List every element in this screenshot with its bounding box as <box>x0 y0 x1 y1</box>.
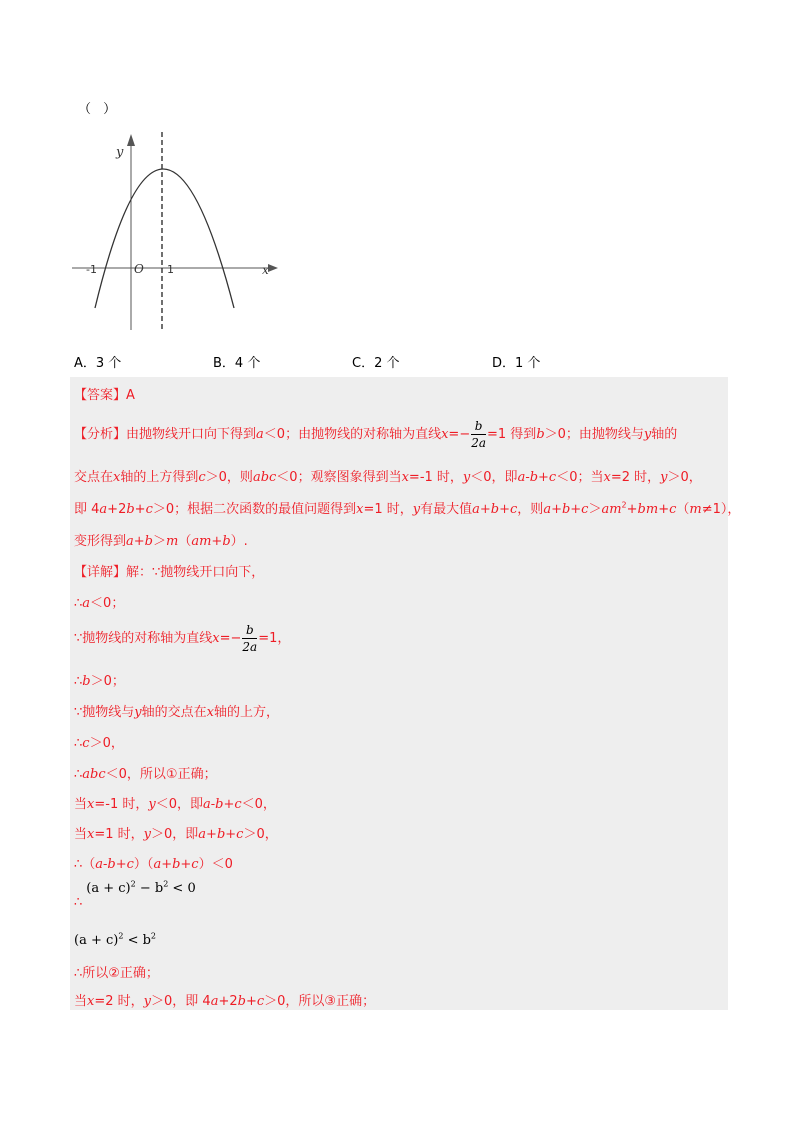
detail-line-6: ∴c＞0， <box>74 736 124 751</box>
parabola-graph <box>70 130 285 335</box>
detail-line-2: ∴a＜0； <box>74 596 125 611</box>
option-b: B．4 个 <box>213 356 261 371</box>
x-axis-arrow <box>268 264 278 272</box>
option-c: C．2 个 <box>352 356 400 371</box>
detail-line-1: 【详解】解：∵抛物线开口向下， <box>74 565 265 580</box>
tick-label-1: 1 <box>167 263 174 276</box>
analysis-line-2: 交点在x轴的上方得到c＞0，则abc＜0；观察图象得到当x=-1 时，y＜0，即a-b+c＜0；当x=2 时，y＞0， <box>74 470 702 485</box>
y-axis-arrow <box>127 134 135 146</box>
detail-line-12: $(a + c)^2 < b^2$ <box>74 932 157 949</box>
x-label: x <box>262 263 269 277</box>
tick-label-neg1: -1 <box>86 263 97 276</box>
origin-label: O <box>134 262 144 276</box>
answer-line: 【答案】A <box>74 388 135 403</box>
detail-line-10: ∴（a-b+c）（a+b+c）＜0 <box>74 857 233 872</box>
option-d: D．1 个 <box>492 356 541 371</box>
detail-line-13: ∴所以②正确； <box>74 966 159 981</box>
detail-line-7: ∴abc＜0，所以①正确； <box>74 767 217 782</box>
detail-line-3: ∵抛物线的对称轴为直线x=− $\frac{b}{2a}$ =1， <box>74 623 291 654</box>
parabola-curve <box>95 169 234 308</box>
y-label: y <box>116 145 124 160</box>
fraction-b-over-2a-detail: $\frac{b}{2a}$ <box>242 623 258 654</box>
analysis-line-4: 变形得到a+b＞m（am+b）. <box>74 534 248 549</box>
detail-line-4: ∴b＞0； <box>74 674 125 689</box>
option-a: A．3 个 <box>74 356 122 371</box>
fraction-b-over-2a: $\frac{b}{2a}$ <box>471 419 487 450</box>
detail-line-14: 当x=2 时，y＞0，即 4a+2b+c＞0，所以③正确； <box>74 994 376 1009</box>
analysis-line-3: 即 4a+2b+c＞0；根据二次函数的最值问题得到x=1 时，y有最大值a+b+c，则$a+b+c>am^2+bm+c(m\ne 1)$， <box>74 500 741 517</box>
detail-line-9: 当x=1 时，y＞0，即a+b+c＞0， <box>74 827 278 842</box>
detail-line-11: ∴(a + $c)^2 - b^2 < 0$ <box>74 880 196 911</box>
question-paren: （ ） <box>78 102 121 117</box>
detail-line-8: 当x=-1 时，y＜0，即a-b+c＜0， <box>74 797 276 812</box>
detail-line-5: ∵抛物线与y轴的交点在x轴的上方， <box>74 705 280 720</box>
analysis-line-1: 【分析】由抛物线开口向下得到a＜0；由抛物线的对称轴为直线x=− $\frac{b}{2a}$ =1 得到b＞0；由抛物线与y轴的 <box>74 419 678 450</box>
